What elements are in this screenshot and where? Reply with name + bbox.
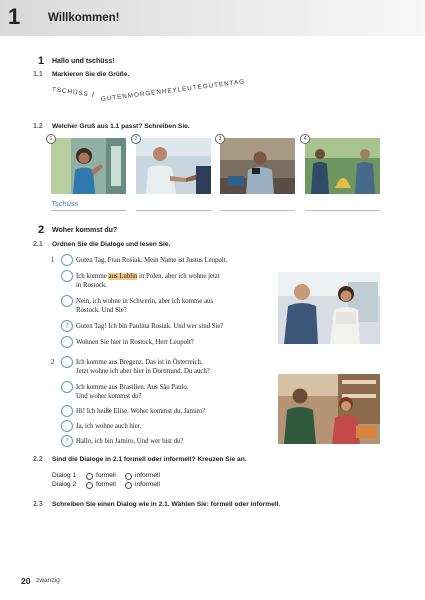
dialog-1-label: 1 — [51, 257, 55, 264]
option-formell: formell — [96, 481, 116, 488]
photo-dialog-2 — [278, 374, 380, 444]
photo-dialog-1 — [278, 272, 380, 344]
exercise-2-3-number: 2.3 — [33, 501, 43, 508]
dialog-line-continued: Rostock. Und Sie? — [76, 307, 127, 314]
photo-badge-2: 2 — [131, 134, 141, 144]
chapter-number: 1 — [8, 4, 21, 29]
dialog-line: Ja, ich wohne auch hier. — [76, 423, 142, 430]
exercise-1-2-title: Welcher Gruß aus 1.1 passt? Schreiben Sie. — [52, 123, 190, 130]
answer-1-text: Tschüss — [51, 199, 79, 208]
section-2-number: 2 — [38, 224, 45, 236]
exercise-2-1-number: 2.1 — [33, 241, 43, 248]
dialog-2-label: 2 — [51, 359, 55, 366]
order-circle[interactable] — [61, 405, 73, 417]
page-number: 20 — [21, 576, 31, 586]
highlighted-greeting: aus Lublin — [108, 273, 138, 280]
radio-dialog-1-informell[interactable] — [125, 473, 132, 480]
dialog-line: Ich komme aus Lublin in Polen, aber ich wohne jetzt — [76, 273, 220, 280]
answer-line-2[interactable] — [136, 210, 211, 211]
dialog-2-row-label: Dialog 2 — [52, 481, 77, 488]
order-circle[interactable] — [61, 336, 73, 348]
page-number-word: zwanzig — [36, 577, 60, 584]
dialog-1-row-label: Dialog 1 — [52, 472, 77, 479]
dialog-line-continued: Jetzt wohne ich aber hier in Dortmund. Du auch? — [76, 368, 210, 375]
radio-dialog-1-formell[interactable] — [86, 473, 93, 480]
exercise-2-3-title: Schreiben Sie einen Dialog wie in 2.1. Wählen Sie: formell oder informell. — [52, 501, 281, 508]
exercise-1-1-number: 1.1 — [33, 71, 43, 78]
dialog-line-continued: in Rostock. — [76, 282, 107, 289]
dialog-line: Ich komme aus Brasilien. Aus São Paulo. — [76, 384, 189, 391]
word-snake-separator: / — [92, 92, 94, 99]
dialog-line: Nein, ich wohne in Schwerin, aber ich komme aus — [76, 298, 214, 305]
option-informell: informell — [135, 481, 160, 488]
order-circle[interactable] — [61, 420, 73, 432]
chapter-header — [0, 0, 425, 36]
photo-greeting-2 — [136, 138, 211, 194]
photo-greeting-4 — [305, 138, 380, 194]
option-informell: informell — [135, 472, 160, 479]
photo-greeting-3 — [220, 138, 295, 194]
section-1-number: 1 — [38, 55, 45, 67]
order-circle[interactable]: ? — [61, 435, 73, 447]
word-snake-part-1: TSCHÜSS — [51, 86, 90, 99]
answer-line-3[interactable] — [220, 210, 295, 211]
exercise-2-2-title: Sind die Dialoge in 2.1 formell oder informell? Kreuzen Sie an. — [52, 456, 247, 463]
dialog-line: Wohnen Sie hier in Rostock, Herr Leupolt? — [76, 339, 194, 346]
exercise-2-2-number: 2.2 — [33, 456, 43, 463]
radio-dialog-2-formell[interactable] — [86, 482, 93, 489]
dialog-line: Guten Tag, Frau Rosiak. Mein Name ist Justus Leupolt. — [76, 257, 228, 264]
dialog-line: Ich komme aus Bregenz. Das ist in Österreich. — [76, 359, 203, 366]
order-circle[interactable] — [61, 270, 73, 282]
exercise-2-1-title: Ordnen Sie die Dialoge und lesen Sie. — [52, 241, 171, 248]
chapter-title: Willkommen! — [48, 12, 120, 24]
order-circle[interactable] — [61, 295, 73, 307]
dialog-line: Hallo, ich bin Jamiro. Und wer bist du? — [76, 438, 184, 445]
answer-line-4[interactable] — [305, 210, 380, 211]
dialog-line: Guten Tag! Ich bin Paulina Rosiak. Und wer sind Sie? — [76, 323, 224, 330]
exercise-1-2-number: 1.2 — [33, 123, 43, 130]
order-circle[interactable]: ? — [61, 320, 73, 332]
section-2-title: Woher kommst du? — [52, 227, 118, 234]
photo-greeting-1 — [51, 138, 126, 194]
order-circle[interactable] — [61, 356, 73, 368]
order-circle[interactable] — [61, 381, 73, 393]
photo-badge-1: 1 — [46, 134, 56, 144]
radio-dialog-2-informell[interactable] — [125, 482, 132, 489]
order-circle[interactable] — [61, 254, 73, 266]
photo-badge-3: 3 — [215, 134, 225, 144]
dialog-line-continued: Und woher kommst du? — [76, 393, 142, 400]
option-formell: formell — [96, 472, 116, 479]
section-1-title: Hallo und tschüss! — [52, 58, 115, 65]
answer-line-1[interactable] — [51, 210, 126, 211]
dialog-line: Hi! Ich heiße Elise. Woher kommst du, Jamiro? — [76, 408, 206, 415]
photo-badge-4: 4 — [300, 134, 310, 144]
word-snake-part-2: GUTENMORGENHEYLEUTEGUTENTAG — [100, 78, 246, 103]
exercise-1-1-title: Markieren Sie die Grüße. — [52, 71, 130, 78]
